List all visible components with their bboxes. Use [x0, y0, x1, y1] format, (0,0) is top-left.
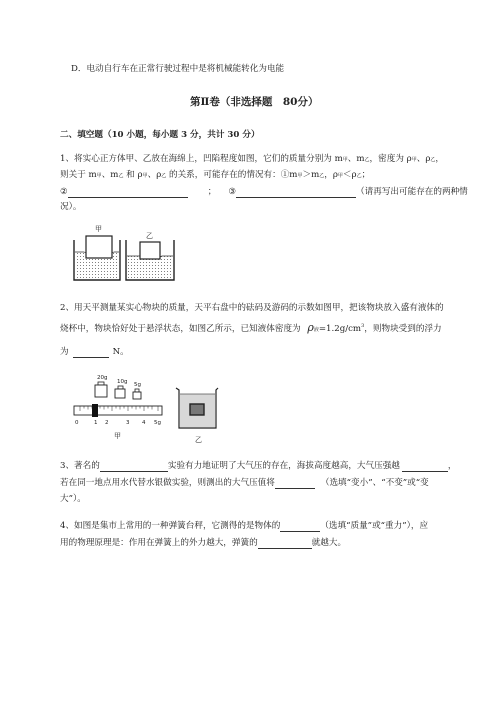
q3-text: 实验有力地证明了大气压的存在，海拔高度越高，大气压强越 [167, 461, 400, 471]
q1-text: 、ρ [416, 154, 431, 164]
sub-jia: 甲 [142, 173, 148, 179]
rho-sup: 3 [361, 323, 365, 329]
figure-sponges [70, 222, 190, 287]
q3-line1 [60, 460, 457, 472]
answer-blank[interactable] [275, 478, 315, 489]
answer-blank[interactable] [236, 187, 356, 198]
sub-jia: 甲 [411, 157, 417, 163]
sub-yi: 乙 [364, 157, 370, 163]
ruler-tick-label: 4 [142, 420, 146, 426]
q1-line3 [60, 186, 468, 198]
ruler-tick-label: 2 [105, 420, 109, 426]
sub-jia: 甲 [337, 173, 343, 179]
weight-20g [95, 382, 107, 397]
q1-text: 、m [347, 154, 365, 164]
q3-text: ， [447, 461, 457, 471]
q2-line1: 2、用天平测量某实心物块的质量，天平右盘中的砝码及游码的示数如图甲，把该物块放入盛有液体的 [60, 303, 444, 313]
q4-line1 [60, 520, 428, 532]
q1-text: 的关系，可能存在的情况有：①m [166, 170, 298, 180]
weight-10g [115, 386, 125, 398]
q2-line2 [60, 320, 442, 336]
floating-block [190, 404, 204, 415]
label-jia-2: 甲 [114, 432, 121, 440]
ruler-tick-label: 3 [126, 420, 130, 426]
section-heading: 二、填空题（10 小题，每小题 3 分，共计 30 分） [60, 130, 260, 140]
circle-3: ③ [228, 187, 237, 197]
sub-yi: 乙 [430, 157, 436, 163]
weight-label: 20g [97, 375, 108, 381]
label-yi-2: 乙 [195, 436, 202, 444]
q1-text: ，ρ [324, 170, 338, 180]
q1-text: ＜ρ [342, 170, 357, 180]
q1-text: 、m [101, 170, 119, 180]
sub-yi: 乙 [356, 173, 362, 179]
q2-text: 为 [60, 347, 69, 357]
q3-line3: 大”）。 [60, 494, 86, 504]
q4-text: （选填“质量”或“重力”），应 [320, 521, 429, 531]
q2-text: N。 [112, 347, 129, 357]
rho-sub: 液 [313, 326, 319, 333]
cube-yi [140, 242, 160, 259]
q1-text: 则关于 m [60, 170, 97, 180]
q1-text: 、ρ [147, 170, 162, 180]
q1-text: 和 ρ [123, 170, 143, 180]
answer-blank[interactable] [73, 347, 109, 358]
figure-balance-weights [72, 370, 167, 445]
weight-label: 10g [117, 379, 128, 385]
q1-line1: 1、将实心正方体甲、乙放在海绵上，凹陷程度如图，它们的质量分别为 m甲、m乙，密度为 ρ甲、ρ乙， [60, 154, 445, 164]
q3-text: 若在同一地点用水代替水银做实验，则测出的大气压值将 [60, 478, 275, 488]
q2-text: ，则物块受到的浮力 [364, 323, 442, 334]
figure-beaker [174, 384, 224, 444]
answer-blank[interactable] [280, 521, 320, 532]
label-yi: 乙 [146, 232, 153, 240]
q1-line4: 况）。 [60, 202, 82, 212]
sub-jia: 甲 [342, 157, 348, 163]
circle-2: ② [60, 187, 68, 197]
label-jia: 甲 [95, 225, 102, 233]
q4-text: 用的物理原理是：作用在弹簧上的外力越大，弹簧的 [60, 538, 258, 548]
q4-text: 就越大。 [311, 538, 347, 548]
sub-yi: 乙 [161, 173, 167, 179]
part-title: 第Ⅱ卷（非选择题 80分） [190, 96, 319, 108]
sub-jia: 甲 [96, 173, 102, 179]
rho-value: =1.2g/cm [318, 323, 362, 334]
q4-line2 [60, 537, 346, 549]
answer-blank[interactable] [258, 538, 312, 549]
q2-text: 烧杯中，物块恰好处于悬浮状态，如图乙所示，已知液体密度为 [60, 323, 301, 334]
sep: ； [207, 187, 217, 197]
sub-jia: 甲 [297, 173, 303, 179]
q3-line2 [60, 477, 429, 489]
ruler [74, 406, 162, 415]
q1-text: ＞m [302, 170, 320, 180]
sub-yi: 乙 [319, 173, 325, 179]
option-d: D．电动自行车在正常行驶过程中是将机械能转化为电能 [71, 64, 285, 74]
rider-slider [92, 404, 98, 417]
q1-line2 [60, 169, 370, 182]
q1-text: ，密度为 ρ [369, 154, 412, 164]
weight-5g [133, 389, 141, 399]
answer-blank[interactable] [402, 461, 448, 472]
q1-text: 1、将实心正方体甲、乙放在海绵上，凹陷程度如图，它们的质量分别为 m [60, 154, 343, 164]
rho-symbol: ρ [307, 320, 314, 334]
ruler-tick-label: 5g [154, 420, 161, 426]
answer-blank[interactable] [68, 187, 188, 198]
q1-text: ； [361, 170, 371, 180]
q4-text: 4、如图是集市上常用的一种弹簧台秤，它测得的是物体的 [60, 521, 281, 531]
ruler-tick-label: 1 [94, 420, 98, 426]
q1-text: （请再写出可能存在的两种情 [356, 187, 468, 197]
q3-text: 3、著名的 [60, 461, 100, 471]
sub-yi: 乙 [118, 173, 124, 179]
ruler-tick-label: 0 [75, 420, 79, 426]
q3-text: （选填“变小”、“不变”或“变 [320, 478, 429, 488]
answer-blank[interactable] [100, 461, 168, 472]
weight-label: 5g [134, 382, 141, 388]
cube-jia [86, 236, 112, 258]
q2-line3 [60, 346, 129, 358]
